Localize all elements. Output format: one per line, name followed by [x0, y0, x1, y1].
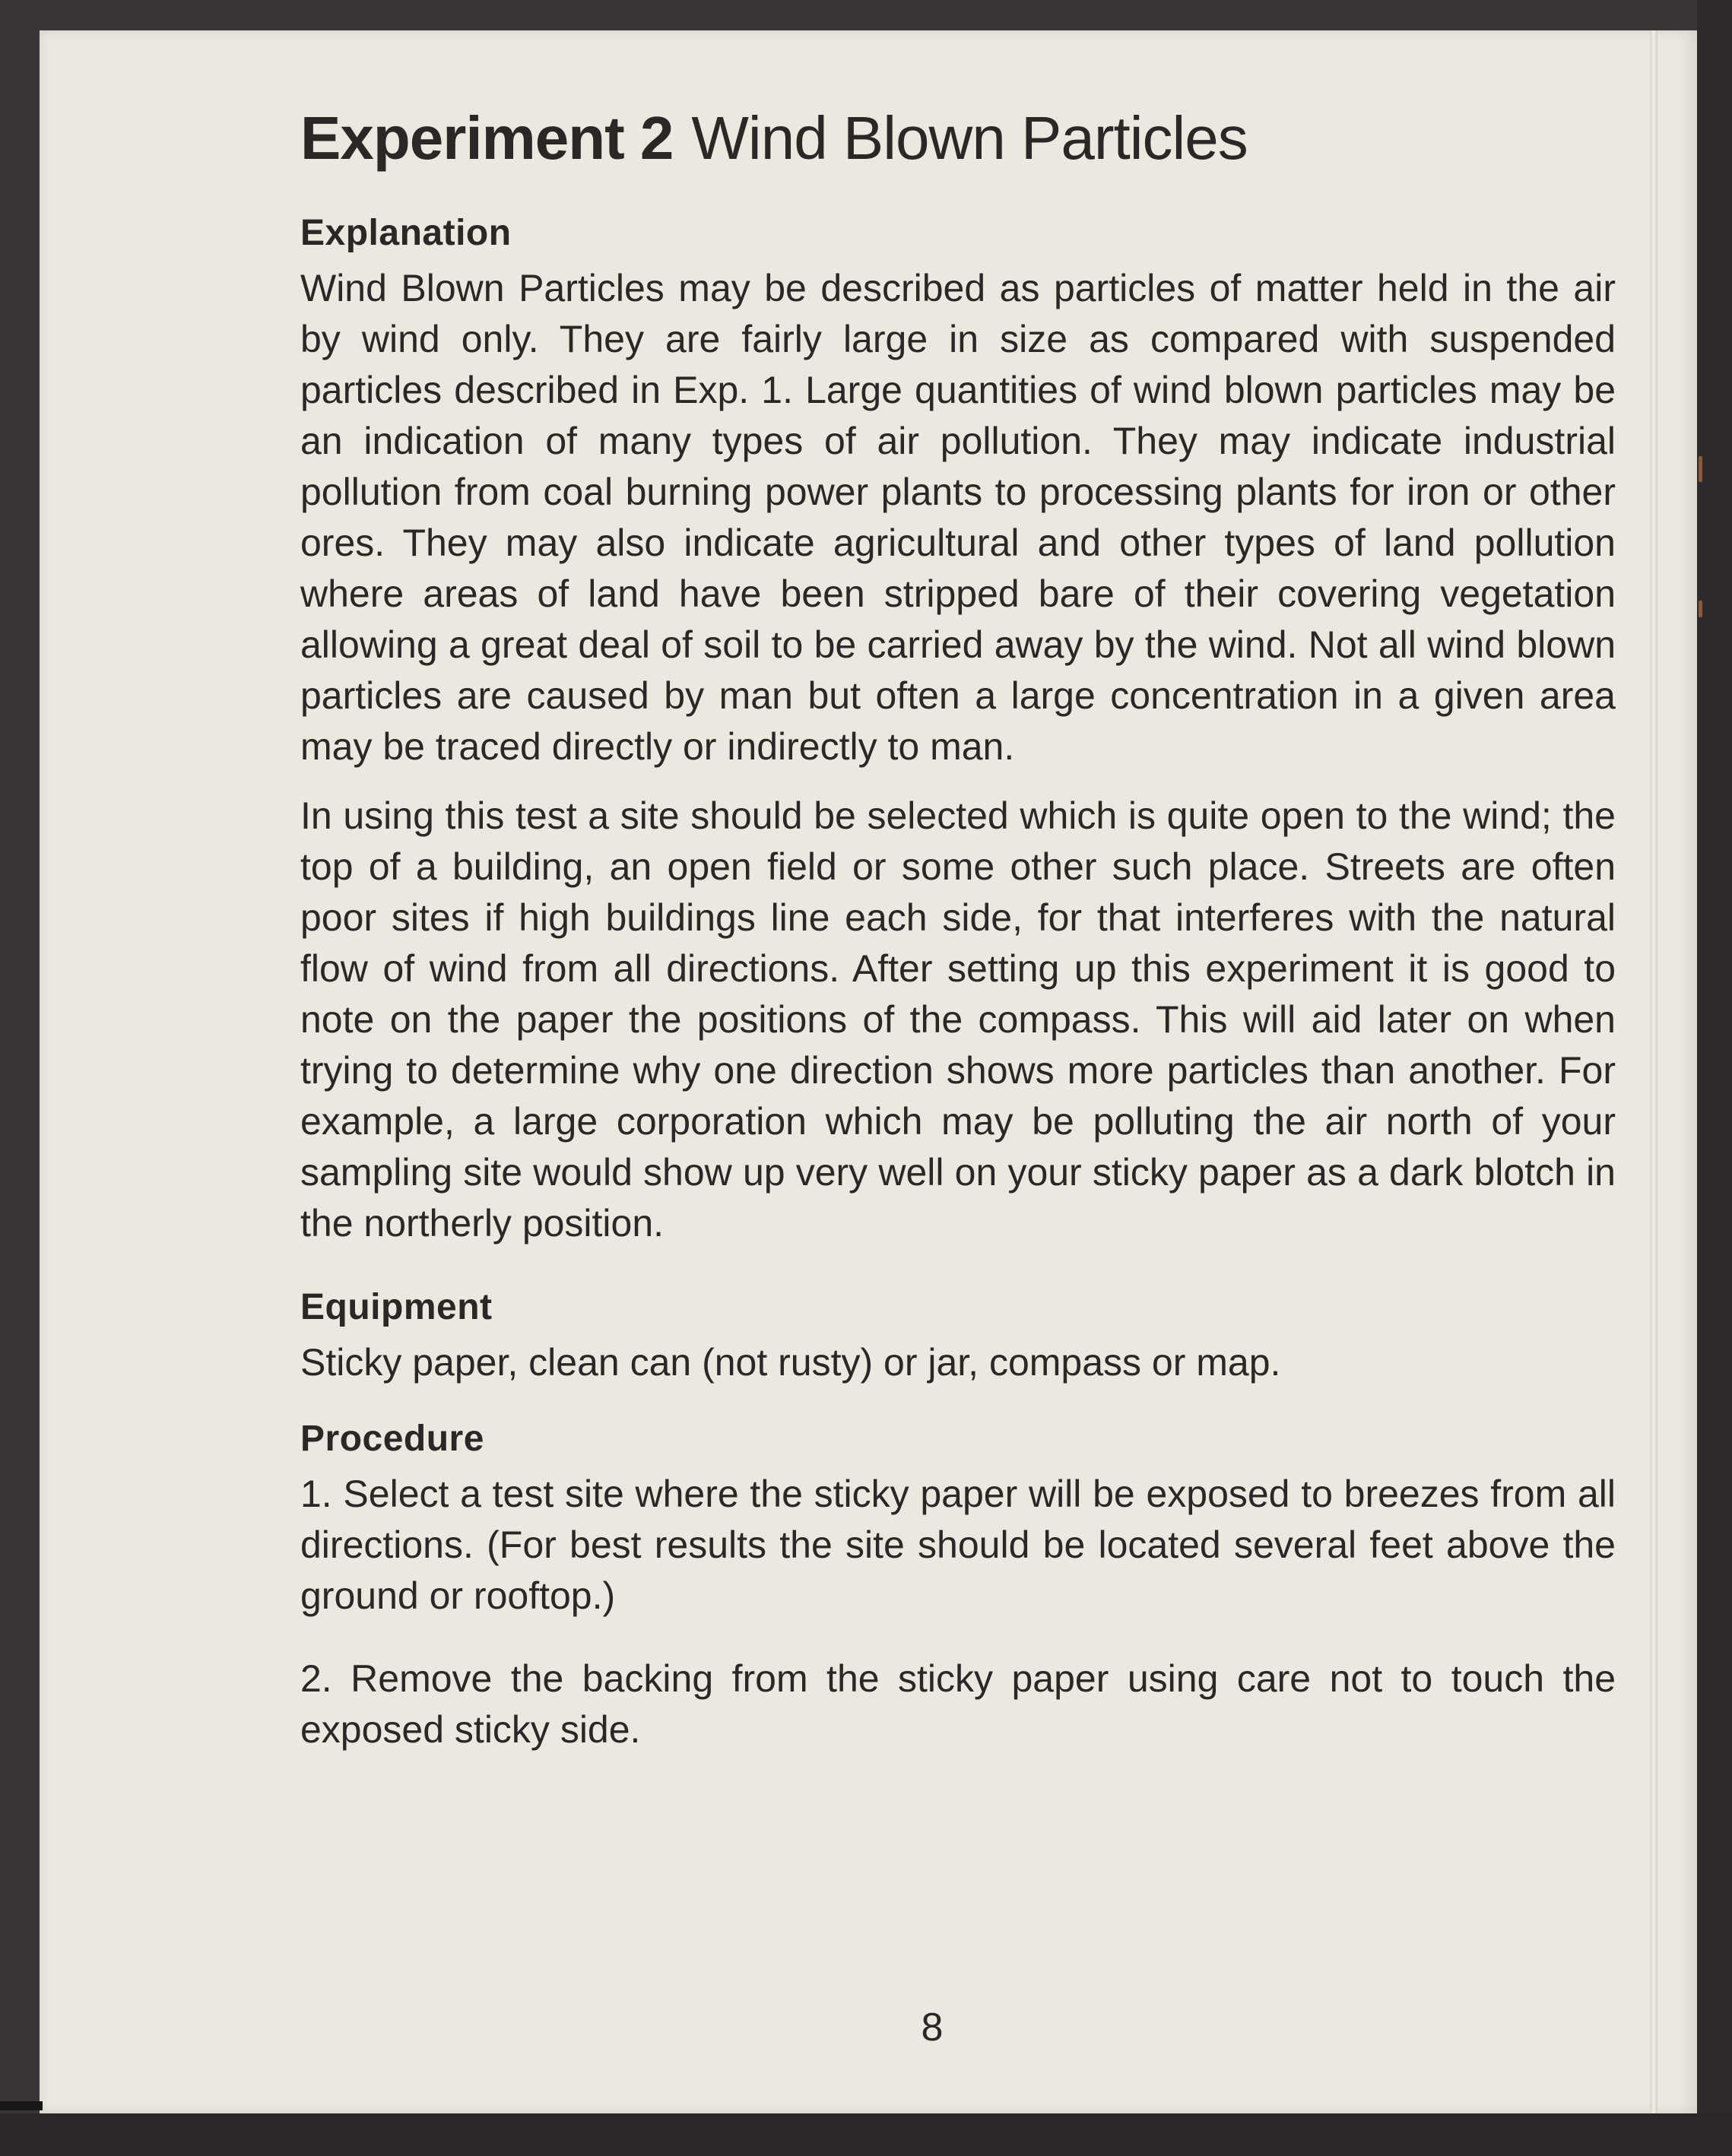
explanation-paragraph: In using this test a site should be selected which is quite open to the wind; the top of a building, an open field or some other such place. Streets are often poor sites if high buildings line each side, for that interferes with the natural flow of wind from all directions. After setting up this experiment it is good to note on the paper the positions of the compass. This will aid later on when trying to determine why one direction shows more particles than another. For example, a large corporation which may be polluting the air north of your sampling site would show up very well on your sticky paper as a dark blotch in the northerly position. — [300, 794, 1616, 1244]
scan-edge-tab — [0, 2101, 43, 2110]
page-number: 8 — [921, 2005, 944, 2050]
page-edge-mark — [1699, 456, 1702, 482]
page-content — [300, 100, 1616, 1755]
title-experiment-number: Experiment 2 — [300, 104, 674, 172]
page-fold-shadow — [1650, 30, 1657, 2113]
page-edge-mark — [1699, 601, 1702, 617]
equipment-heading: Equipment — [300, 1287, 493, 1327]
equipment-section — [300, 1283, 1616, 1388]
scan-background-bottom — [0, 2113, 1732, 2156]
page-title — [300, 100, 1616, 176]
scan-background-right — [1697, 0, 1732, 2156]
procedure-section — [300, 1414, 1616, 1755]
explanation-heading: Explanation — [300, 213, 512, 253]
title-experiment-name: Wind Blown Particles — [691, 104, 1248, 172]
procedure-step: 1. Select a test site where the sticky paper will be exposed to breezes from all directions. (For best results the site should be located several feet above the ground or rooftop.) — [300, 1473, 1616, 1617]
explanation-section — [300, 208, 1616, 1249]
procedure-heading: Procedure — [300, 1419, 484, 1459]
explanation-paragraph: Wind Blown Particles may be described as particles of matter held in the air by wind only. They are fairly large in size as compared with suspended particles described in Exp. 1. Large quantities of wind blown particles may be an indication of many types of air pollution. They may indicate industrial pollution from coal burning power plants to processing plants for iron or other ores. They may also indicate agricultural and other types of land pollution where areas of land have been stripped bare of their covering vegetation allowing a great deal of soil to be carried away by the wind. Not all wind blown particles are caused by man but often a large concentration in a given area may be traced directly or indirectly to man. — [300, 267, 1616, 768]
procedure-step: 2. Remove the backing from the sticky paper using care not to touch the exposed sticky side. — [300, 1657, 1616, 1751]
equipment-text: Sticky paper, clean can (not rusty) or jar, compass or map. — [300, 1341, 1281, 1384]
